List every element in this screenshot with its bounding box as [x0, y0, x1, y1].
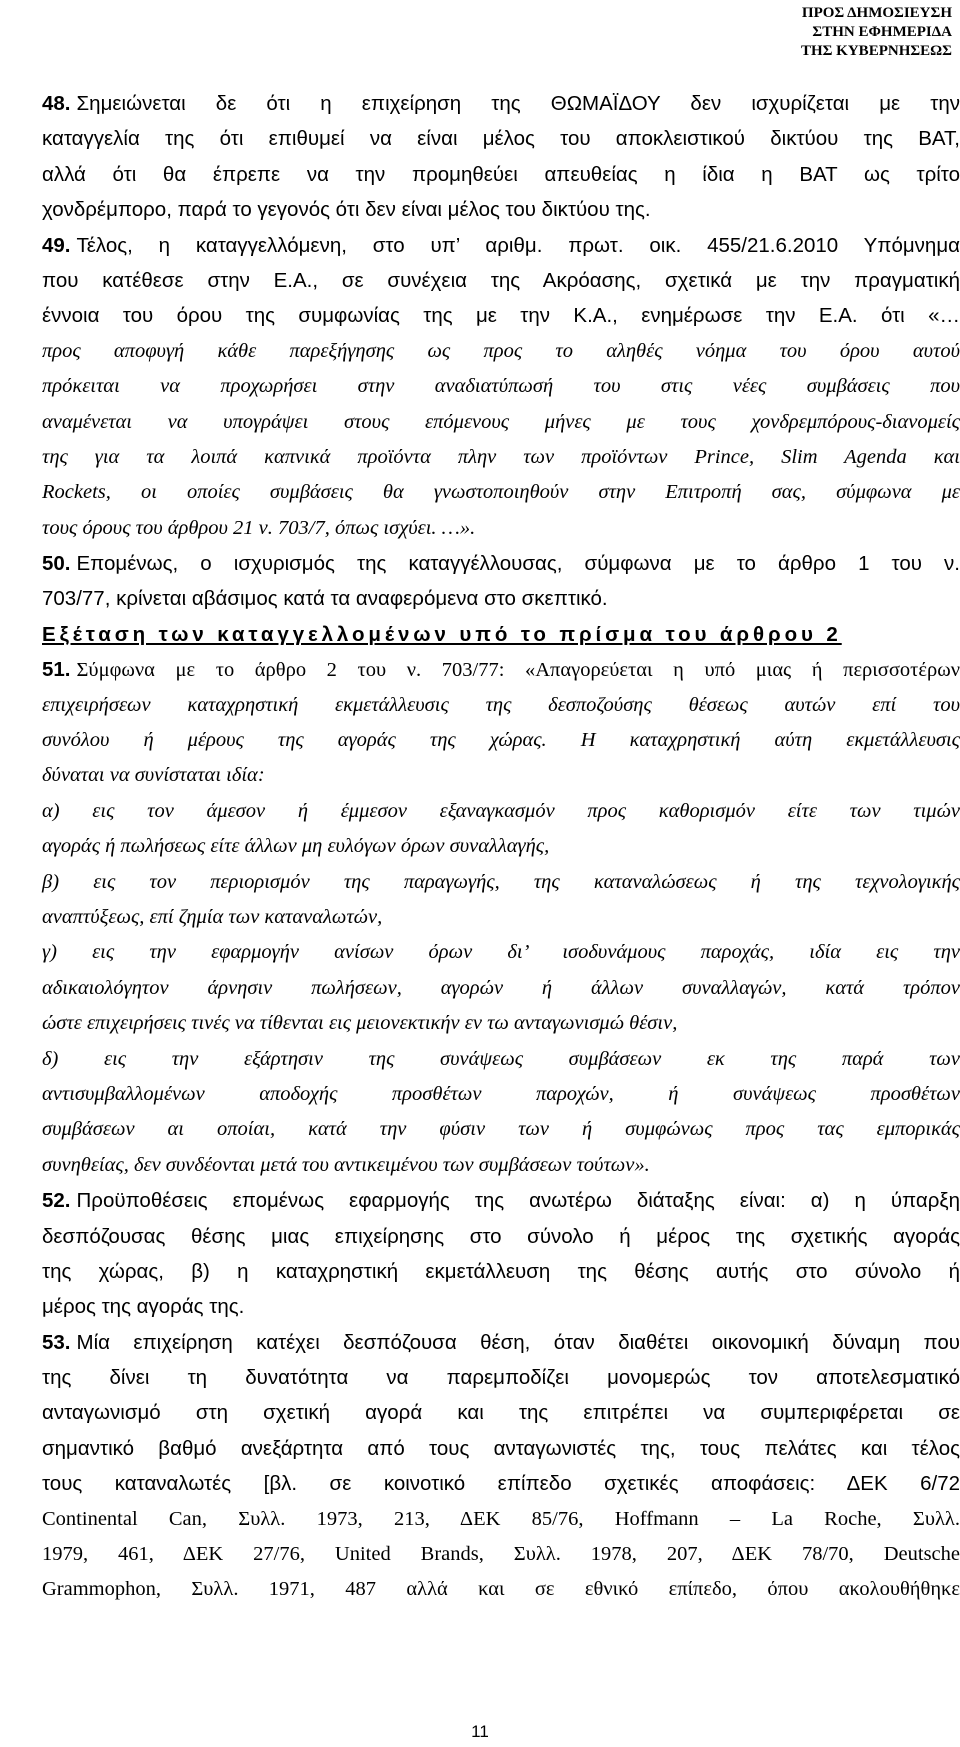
line-text: α) εις τον άμεσον ή έμμεσον εξαναγκασμόν προς καθορισμόν είτε των τιμών — [42, 799, 960, 822]
line-text: τους καταναλωτές [βλ. σε κοινοτικό επίπεδο σχετικές αποφάσεις: ΔΕΚ 6/72 — [42, 1472, 960, 1496]
line-text: αλλά ότι θα έπρεπε να την προμηθεύει απευθείας η ίδια η ΒΑΤ ως τρίτο — [42, 162, 960, 186]
paragraph-line — [42, 334, 960, 369]
paragraph-line — [42, 1148, 960, 1183]
paragraph-line — [42, 758, 960, 793]
line-text: δ) εις την εξάρτησιν της συνάψεως συμβάσεων εκ της παρά των — [42, 1047, 960, 1070]
paragraph-line — [42, 723, 960, 758]
section-heading — [42, 617, 960, 652]
paragraph-line-numbered — [42, 86, 960, 121]
document-body — [42, 86, 960, 1608]
paragraph-line — [42, 511, 960, 546]
paragraph-line-numbered — [42, 1325, 960, 1360]
line-text: Μία επιχείρηση κατέχει δεσπόζουσα θέση, όταν διαθέτει οικονομική δύναμη που — [76, 1330, 960, 1354]
line-text: γ) εις την εφαρμογήν ανίσων όρων δι’ ισοδυνάμους παροχάς, ιδία εις την — [42, 941, 960, 964]
paragraph-line — [42, 1219, 960, 1254]
paragraph-line — [42, 865, 960, 900]
paragraph-line — [42, 405, 960, 440]
line-text: χονδρέμπορο, παρά το γεγονός ότι δεν είναι μέλος του δικτύου της. — [42, 198, 651, 222]
header-line: ΤΗΣ ΚΥΒΕΡΝΗΣΕΩΣ — [800, 43, 952, 59]
line-text: β) εις τον περιορισμόν της παραγωγής, της καταναλώσεως ή της τεχνολογικής — [42, 870, 960, 893]
line-text: αναπτύξεως, επί ζημία των καταναλωτών, — [42, 905, 383, 928]
paragraph-line — [42, 1466, 960, 1501]
line-text: που κατέθεσε στην Ε.Α., σε συνέχεια της Ακρόασης, σχετικά με την πραγματική — [42, 268, 960, 292]
line-text: Rockets, οι οποίες συμβάσεις θα γνωστοποιηθούν στην Επιτροπή σας, σύμφωνα με — [42, 481, 960, 504]
line-text: Continental Can, Συλλ. 1973, 213, ΔΕΚ 85/76, Hoffmann – La Roche, Συλλ. — [42, 1507, 960, 1530]
line-text: της δίνει τη δυνατότητα να παρεμποδίζει μονομερώς τον αποτελεσματικό — [42, 1366, 960, 1390]
paragraph-line — [42, 192, 960, 227]
line-text: αντισυμβαλλομένων αποδοχής προσθέτων παροχών, ή συνάψεως προσθέτων — [42, 1082, 960, 1105]
paragraph-line — [42, 935, 960, 970]
header-line: ΣΤΗΝ ΕΦΗΜΕΡΙΔΑ — [812, 24, 952, 40]
paragraph-line — [42, 1006, 960, 1041]
paragraph-line — [42, 263, 960, 298]
paragraph-line-numbered — [42, 1183, 960, 1218]
paragraph-line — [42, 1042, 960, 1077]
paragraph-number: 48. — [42, 92, 71, 115]
line-text: σημαντικό βαθμό ανεξάρτητα από τους ανταγωνιστές της, τους πελάτες και τέλος — [42, 1436, 960, 1460]
line-text: 1979, 461, ΔΕΚ 27/76, United Brands, Συλλ. 1978, 207, ΔΕΚ 78/70, Deutsche — [42, 1543, 960, 1566]
paragraph-number: 51. — [42, 658, 71, 682]
line-text: δεσπόζουσας θέσης μιας επιχείρησης στο σύνολο ή μέρος της σχετικής αγοράς — [42, 1224, 960, 1248]
line-text: Σημειώνεται δε ότι η επιχείρηση της ΘΩΜΑΪΔΟΥ δεν ισχυρίζεται με την — [76, 92, 960, 115]
paragraph-number: 49. — [42, 233, 71, 257]
paragraph-line — [42, 369, 960, 404]
line-text: προς αποφυγή κάθε παρεξήγησης ως προς το αληθές νόημα του όρου αυτού — [42, 339, 960, 362]
line-text: αναμένεται να υπογράψει στους επόμενους μήνες με τους χονδρεμπόρους-διανομείς — [42, 410, 960, 433]
gazette-header — [801, 4, 952, 61]
paragraph-line-numbered — [42, 228, 960, 263]
line-text: έννοια του όρου της συμφωνίας της με την Κ.Α., ενημέρωσε την Ε.Α. ότι «… — [42, 304, 960, 328]
paragraph-line — [42, 581, 960, 616]
paragraph-line — [42, 1360, 960, 1395]
paragraph-line — [42, 688, 960, 723]
line-text: συμβάσεων αι οποίαι, κατά την φύσιν των ή συμφώνως προς τας εμπορικάς — [42, 1118, 960, 1141]
paragraph-line — [42, 1289, 960, 1324]
line-text: πρόκειται να προχωρήσει στην αναδιατύπωσή του στις νέες συμβάσεις που — [42, 375, 960, 398]
paragraph-line — [42, 1502, 960, 1537]
paragraph-line — [42, 1537, 960, 1572]
line-text: αγοράς ή πωλήσεως είτε άλλων μη ευλόγων όρων συναλλαγής, — [42, 835, 550, 858]
line-text: ανταγωνισμό στη σχετική αγορά και της επιτρέπει να συμπεριφέρεται σε — [42, 1401, 960, 1425]
paragraph-line — [42, 971, 960, 1006]
paragraph-line — [42, 1077, 960, 1112]
paragraph-line — [42, 829, 960, 864]
line-text: Εξέταση των καταγγελλομένων υπό το πρίσμα του άρθρου 2 — [42, 622, 842, 646]
line-text: Grammophon, Συλλ. 1971, 487 αλλά και σε εθνικό επίπεδο, όπου ακολουθήθηκε — [42, 1578, 960, 1601]
line-text: Προϋποθέσεις επομένως εφαρμογής της ανωτέρω διάταξης είναι: α) η ύπαρξη — [76, 1189, 960, 1213]
line-text: της χώρας, β) η καταχρηστική εκμετάλλευση της θέσης αυτής στο σύνολο ή — [42, 1259, 960, 1283]
line-text: Επομένως, ο ισχυρισμός της καταγγέλλουσας, σύμφωνα με το άρθρο 1 του ν. — [76, 552, 960, 576]
line-text: επιχειρήσεων καταχρηστική εκμετάλλευσις της δεσποζούσης θέσεως αυτών επί του — [42, 693, 960, 716]
paragraph-line — [42, 1395, 960, 1430]
line-text: μέρος της αγοράς της. — [42, 1295, 245, 1319]
line-text: ώστε επιχειρήσεις τινές να τίθενται εις μειονεκτικήν εν τω ανταγωνισμώ θέσιν, — [42, 1012, 678, 1035]
paragraph-number: 52. — [42, 1189, 71, 1213]
paragraph-line — [42, 440, 960, 475]
paragraph-line — [42, 298, 960, 333]
page-number: 11 — [471, 1722, 489, 1741]
header-line: ΠΡΟΣ ΔΗΜΟΣΙΕΥΣΗ — [801, 5, 952, 21]
paragraph-line — [42, 794, 960, 829]
paragraph-number: 53. — [42, 1330, 71, 1354]
line-text: συνόλου ή μέρους της αγοράς της χώρας. Η καταχρηστική αύτη εκμετάλλευσις — [42, 729, 960, 752]
line-text: της για τα λοιπά καπνικά προϊόντα πλην των προϊόντων Prince, Slim Agenda και — [42, 445, 960, 468]
paragraph-line — [42, 1254, 960, 1289]
line-text: 703/77, κρίνεται αβάσιμος κατά τα αναφερόμενα στο σκεπτικό. — [42, 587, 608, 611]
paragraph-line — [42, 475, 960, 510]
line-text: τους όρους του άρθρου 21 ν. 703/7, όπως ισχύει. …». — [42, 516, 476, 539]
paragraph-line — [42, 1431, 960, 1466]
paragraph-line — [42, 900, 960, 935]
paragraph-line — [42, 157, 960, 192]
paragraph-line — [42, 1112, 960, 1147]
paragraph-line-numbered — [42, 546, 960, 581]
line-text: καταγγελία της ότι επιθυμεί να είναι μέλος του αποκλειστικού δικτύου της ΒΑΤ, — [42, 127, 960, 151]
paragraph-number: 50. — [42, 552, 71, 576]
line-text: αδικαιολόγητον άρνησιν πωλήσεων, αγορών ή άλλων συναλλαγών, κατά τρόπον — [42, 976, 960, 999]
paragraph-line — [42, 121, 960, 156]
line-text: Τέλος, η καταγγελλόμενη, στο υπ’ αριθμ. πρωτ. οικ. 455/21.6.2010 Υπόμνημα — [76, 233, 960, 257]
paragraph-line-numbered — [42, 652, 960, 687]
line-text: δύναται να συνίσταται ιδία: — [42, 764, 265, 787]
paragraph-line — [42, 1572, 960, 1607]
line-text: συνηθείας, δεν συνδέονται μετά του αντικειμένου των συμβάσεων τούτων». — [42, 1153, 650, 1176]
line-text: Σύμφωνα με το άρθρο 2 του ν. 703/77: «Απαγορεύεται η υπό μιας ή περισσοτέρων — [76, 659, 960, 682]
